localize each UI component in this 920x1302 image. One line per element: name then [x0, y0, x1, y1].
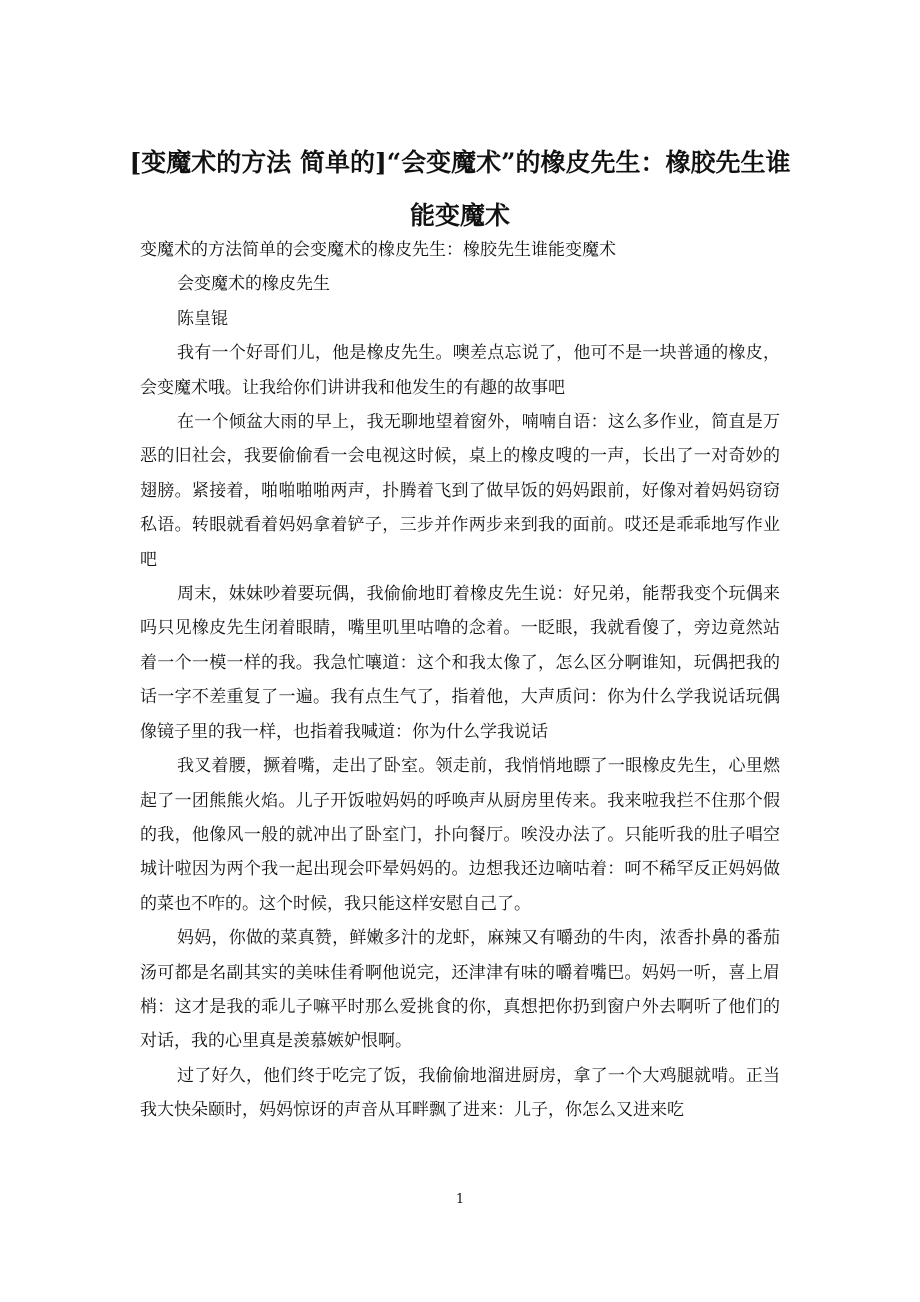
- body-paragraph: 过了好久，他们终于吃完了饭，我偷偷地溜进厨房，拿了一个大鸡腿就啃。正当我大快朵颐时，妈妈惊讶的声音从耳畔飘了进来：儿子，你怎么又进来吃: [140, 1065, 780, 1121]
- document-body: [140, 233, 780, 1128]
- body-paragraph: 周末，妹妹吵着要玩偶，我偷偷地盯着橡皮先生说：好兄弟，能帮我变个玩偶来吗只见橡皮先生闭着眼睛，嘴里叽里咕噜的念着。一眨眼，我就看傻了，旁边竟然站着一个一模一样的我。我急忙嚷道：这个和我太像了，怎么区分啊谁知，玩偶把我的话一字不差重复了一遍。我有点生气了，指着他，大声质问：你为什么学我说话玩偶像镜子里的我一样，也指着我喊道：你为什么学我说话: [140, 584, 780, 742]
- author-name: 陈皇锟: [177, 308, 228, 329]
- document-title: [变魔术的方法 简单的]“会变魔术”的橡皮先生：橡胶先生谁能变魔术: [129, 148, 791, 230]
- body-paragraph: 妈妈，你做的菜真赞，鲜嫩多汁的龙虾，麻辣又有嚼劲的牛肉，浓香扑鼻的番茄汤可都是名副其实的美味佳肴啊他说完，还津津有味的嚼着嘴巴。妈妈一听，喜上眉梢：这才是我的乖儿子嘛平时那么爱挑食的你，真想把你扔到窗户外去啊听了他们的对话，我的心里真是羡慕嫉妒恨啊。: [140, 928, 780, 1052]
- body-paragraph: 我叉着腰，撅着嘴，走出了卧室。领走前，我悄悄地瞟了一眼橡皮先生，心里燃起了一团熊熊火焰。儿子开饭啦妈妈的呼唤声从厨房里传来。我来啦我拦不住那个假的我，他像风一般的就冲出了卧室门，扑向餐厅。唉没办法了。只能听我的肚子唱空城计啦因为两个我一起出现会吓晕妈妈的。边想我还边嘀咕着：呵不稀罕反正妈妈做的菜也不咋的。这个时候，我只能这样安慰自己了。: [140, 756, 780, 914]
- body-paragraph: 在一个倾盆大雨的早上，我无聊地望着窗外，喃喃自语：这么多作业，简直是万恶的旧社会，我要偷偷看一会电视这时候，桌上的橡皮嗖的一声，长出了一对奇妙的翅膀。紧接着，啪啪啪啪两声，扑腾着飞到了做早饭的妈妈跟前，好像对着妈妈窃窃私语。转眼就看着妈妈拿着铲子，三步并作两步来到我的面前。哎还是乖乖地写作业吧: [140, 412, 780, 570]
- body-paragraph: 我有一个好哥们儿，他是橡皮先生。噢差点忘说了，他可不是一块普通的橡皮，会变魔术哦。让我给你们讲讲我和他发生的有趣的故事吧: [140, 343, 780, 398]
- subtitle-paragraph: 变魔术的方法简单的会变魔术的橡皮先生：橡胶先生谁能变魔术: [140, 240, 616, 260]
- page-number: 1: [455, 1192, 465, 1207]
- essay-title: 会变魔术的橡皮先生: [177, 274, 330, 295]
